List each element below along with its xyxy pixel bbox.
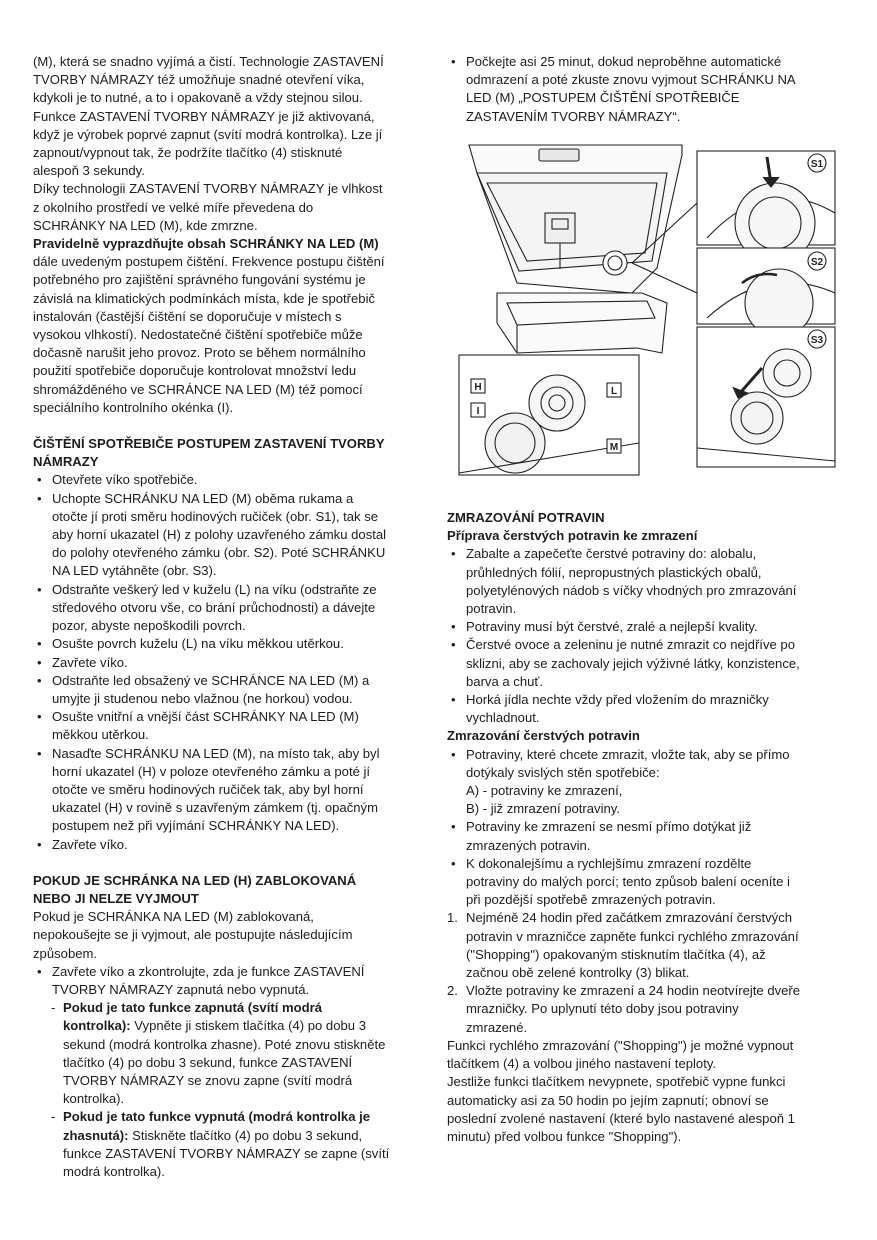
figure-label-s1: S1 xyxy=(810,159,824,170)
left-column xyxy=(33,53,433,1181)
list-item: - Pokud je tato funkce vypnutá (modrá kontrolka je zhasnutá): Stiskněte tlačítko (4) po dobu 3 sekund, funkce ZASTAVENÍ TVORBY NÁMRAZY se zapne (svítí modrá kontrolka). xyxy=(51,1109,390,1179)
list-item: • Zabalte a zapečeťte čerstvé potraviny do: alobalu, průhledných fólií, nepropustných plastických obalů, polyetylénových nádob s víčky vhodných pro zmrazování potravin. xyxy=(447,545,847,618)
figure-label-s2: S2 xyxy=(810,257,824,268)
ice-box-removal-illustration xyxy=(457,143,837,480)
intro-paragraph: (M), která se snadno vyjímá a čistí. Technologie ZASTAVENÍ TVORBY NÁMRAZY též umožňuje snadné otevření víka, kdykoli je to nutné, a to i opakovaně a vždy stejnou silou. Funkce ZASTAVENÍ TVORBY NÁMRAZY je již aktivovaná, když je výrobek poprvé zapnut (svítí modrá kontrolka). Lze jí zapnout/vypnout tak, že podržíte tlačítko (4) stisknuté alespoň 3 sekundy. Díky technologii ZASTAVENÍ TVORBY NÁMRAZY je vlhkost z okolního prostředí ve velké míře převedena do SCHRÁNKY NA LED (M), kde zmrzne. Pravidelně vyprazdňujte obsah SCHRÁNKY NA LED (M) dále uvedeným postupem čištění. Frekvence postupu čištění potřebného pro zajištění správného fungování systému je závislá na klimatických podmínkách místa, kde je spotřebič instalován (častější čištění se doporučuje v místech s vysokou vlhkostí). Nedostatečné čištění spotřebiče může dočasně narušit jeho provoz. Proto se během normálního použití spotřebiče doporučuje kontrolovat množství ledu shromážděného ve SCHRÁNCE NA LED (M) též pomocí speciálního kontrolního okénka (I). xyxy=(33,54,385,415)
freeze-list xyxy=(447,746,847,910)
figure-label-i: I xyxy=(476,406,480,417)
blocked-list xyxy=(33,963,433,999)
list-item: 1. Nejméně 24 hodin před začátkem zmrazování čerstvých potravin v mrazničce zapněte funkci rychlého zmrazování ("Shopping") opakovaným stisknutím tlačítka (4), až začnou obě zelené kontrolky (3) blikat. xyxy=(447,910,799,981)
list-item: • Odstraňte veškerý led v kuželu (L) na víku (odstraňte ze středového otvoru vše, co brání průchodnosti) a dávejte pozor, abyste nepoškodili povrch. xyxy=(33,581,433,636)
list-item: - Pokud je tato funkce zapnutá (svítí modrá kontrolka): Vypněte ji stiskem tlačítka (4) po dobu 3 sekund (modrá kontrolka zhasne). Poté znovu stiskněte tlačítko (4) po dobu 3 sekund, funkce ZASTAVENÍ TVORBY NÁMRAZY se znovu zapne (svítí modrá kontrolka). xyxy=(51,1000,386,1107)
list-item: • Zavřete víko a zkontrolujte, zda je funkce ZASTAVENÍ TVORBY NÁMRAZY zapnutá nebo vypnutá. xyxy=(33,963,433,999)
figure-label-h: H xyxy=(474,382,482,393)
blocked-sub-list xyxy=(33,999,433,1181)
list-item: • Počkejte asi 25 minut, dokud neproběhne automatické odmrazení a poté zkuste znovu vyjmout SCHRÁNKU NA LED (M) „POSTUPEM ČIŠTĚNÍ SPOTŘEBIČE ZASTAVENÍM TVORBY NÁMRAZY“. xyxy=(447,53,847,126)
list-item: • Nasaďte SCHRÁNKU NA LED (M), na místo tak, aby byl horní ukazatel (H) v poloze otevřeného zámku a poté jí otočte ve směru hodinových ručiček tak, aby byl horní ukazatel (H) v rovině s uzavřeným zámkem (tj. opačným postupem než při vyjímání SCHRÁNKY NA LED). xyxy=(33,745,433,836)
list-item: • Horká jídla nechte vždy před vložením do mrazničky vychladnout. xyxy=(447,691,847,727)
list-item: • Otevřete víko spotřebiče. xyxy=(33,471,433,489)
freeze-subheading: Zmrazování čerstvých potravin xyxy=(447,728,640,744)
list-item: • Potraviny, které chcete zmrazit, vložte tak, aby se přímo dotýkaly svislých stěn spotřebiče: A) - potraviny ke zmrazení, B) - již zmrazení potraviny. xyxy=(447,746,847,819)
list-item: • Odstraňte led obsažený ve SCHRÁNCE NA LED (M) a umyjte ji studenou nebo vlažnou (ne horkou) vodou. xyxy=(33,672,433,708)
figure-label-m: M xyxy=(609,442,619,453)
wait-list xyxy=(447,53,847,126)
emptying-instruction: Pravidelně vyprazdňujte obsah SCHRÁNKY NA LED (M) xyxy=(33,236,379,252)
list-item: • K dokonalejšímu a rychlejšímu zmrazení rozdělte potraviny do malých porcí; tento způsob balení oceníte i při pozdější spotřebě zmrazených potravin. xyxy=(447,855,847,910)
closing-paragraph: Funkci rychlého zmrazování ("Shopping") je možné vypnout tlačítkem (4) a volbou jiného nastavení teploty. Jestliže funkci tlačítkem nevypnete, spotřebič vypne funkci automaticky asi za 50 hodin po jejím zapnutí; obnoví se poslední zvolené nastavení (které bylo nastavené alespoň 1 minutu) před volbou funkce "Shopping"). xyxy=(447,1037,795,1144)
numbered-list xyxy=(447,909,847,1036)
list-item: • Čerstvé ovoce a zeleninu je nutné zmrazit co nejdříve po sklizni, aby se zachovaly jejich výživné látky, konzistence, barva a chuť. xyxy=(447,636,847,691)
freezing-heading: ZMRAZOVÁNÍ POTRAVIN xyxy=(447,510,605,525)
list-item: • Uchopte SCHRÁNKU NA LED (M) oběma rukama a otočte jí proti směru hodinových ručiček (obr. S1), tak se aby horní ukazatel (H) z polohy uzavřeného zámku dostal do polohy otevřeného zámku (obr. S2). Poté SCHRÁNKU NA LED vytáhněte (obr. S3). xyxy=(33,490,433,581)
list-item: • Osušte vnitřní a vnější část SCHRÁNKY NA LED (M) měkkou utěrkou. xyxy=(33,708,433,744)
prep-subheading: Příprava čerstvých potravin ke zmrazení xyxy=(447,528,698,544)
list-item: • Potraviny musí být čerstvé, zralé a nejlepší kvality. xyxy=(447,618,847,636)
figure-label-l: L xyxy=(610,386,618,397)
right-column-top xyxy=(447,53,847,126)
freezing-section xyxy=(447,509,847,1146)
list-item: • Osušte povrch kuželu (L) na víku měkkou utěrkou. xyxy=(33,635,433,653)
cleaning-heading: ČIŠTĚNÍ SPOTŘEBIČE POSTUPEM ZASTAVENÍ TVORBY NÁMRAZY xyxy=(33,436,385,470)
blocked-intro: Pokud je SCHRÁNKA NA LED (M) zablokovaná, nepokoušejte se ji vyjmout, ale postupujte následujícím způsobem. xyxy=(33,909,353,961)
list-item: • Zavřete víko. xyxy=(33,836,433,854)
figure-label-s3: S3 xyxy=(810,335,824,346)
prep-list xyxy=(447,545,847,727)
list-item: 2. Vložte potraviny ke zmrazení a 24 hodin neotvírejte dveře mrazničky. Po uplynutí této doby jsou potraviny zmrazené. xyxy=(447,983,801,1035)
list-item: • Potraviny ke zmrazení se nesmí přímo dotýkat již zmrazených potravin. xyxy=(447,818,847,854)
list-item: • Zavřete víko. xyxy=(33,654,433,672)
cleaning-steps-list xyxy=(33,471,433,853)
blocked-heading: POKUD JE SCHRÁNKA NA LED (H) ZABLOKOVANÁ NEBO JI NELZE VYJMOUT xyxy=(33,872,357,906)
